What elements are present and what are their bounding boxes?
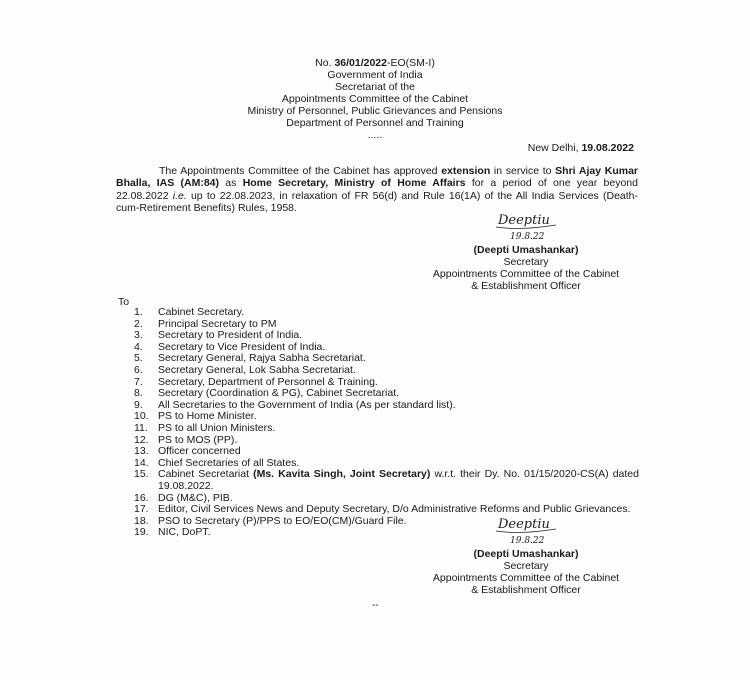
list-item: 18. PSO to Secretary (P)/PPS to EO/EO(CM)/Guard File.: [134, 514, 407, 527]
letter-header: [0, 57, 750, 141]
list-item: 9. All Secretaries to the Government of India (As per standard list).: [134, 398, 456, 411]
handwritten-signature: [466, 208, 586, 244]
handwritten-signature: [466, 512, 586, 548]
signatory-name: (Deepti Umashankar): [473, 244, 579, 256]
signatory-title: Secretary: [503, 560, 549, 572]
list-item: 19. NIC, DoPT.: [134, 526, 211, 539]
header-dots: .....: [367, 129, 383, 141]
svg-text:Deeptiu: Deeptiu: [498, 213, 550, 228]
signature-block-2: [410, 512, 642, 596]
list-item: 3. Secretary to President of India.: [134, 329, 303, 342]
list-item: 17. Editor, Civil Services News and Deputy Secretary, D/o Administrative Reforms and Public Grievances.: [134, 503, 631, 516]
footer-mark: --: [372, 600, 379, 611]
list-item: 16. DG (M&C), PIB.: [134, 491, 233, 504]
header-line: Government of India: [327, 69, 423, 81]
signatory-org: Appointments Committee of the Cabinet: [432, 572, 620, 584]
svg-text:19.8.22: 19.8.22: [510, 536, 545, 546]
signatory-role: & Establishment Officer: [471, 280, 581, 292]
file-number: No. 36/01/2022-EO(SM-I): [315, 57, 435, 69]
list-item: 2. Principal Secretary to PM: [134, 317, 277, 330]
header-line: Appointments Committee of the Cabinet: [281, 93, 469, 105]
list-item: 13. Officer concerned: [134, 445, 241, 458]
signatory-title: Secretary: [503, 256, 549, 268]
header-line: Ministry of Personnel, Public Grievances and Pensions: [247, 105, 503, 117]
signatory-role: & Establishment Officer: [471, 584, 581, 596]
letter-date: New Delhi, 19.08.2022: [527, 142, 634, 154]
list-item: 7. Secretary, Department of Personnel & Training.: [134, 375, 378, 388]
signatory-name: (Deepti Umashankar): [473, 548, 579, 560]
list-item: 11. PS to all Union Ministers.: [134, 421, 276, 434]
list-item: 12. PS to MOS (PP).: [134, 433, 238, 446]
list-item: 14. Chief Secretaries of all States.: [134, 456, 300, 469]
svg-text:Deeptiu: Deeptiu: [498, 517, 550, 532]
signatory-org: Appointments Committee of the Cabinet: [432, 268, 620, 280]
list-item: 8. Secretary (Coordination & PG), Cabinet Secretariat.: [134, 387, 400, 400]
header-line: Department of Personnel and Training: [286, 117, 464, 129]
list-item: 4. Secretary to Vice President of India.: [134, 340, 326, 353]
list-item: 15. Cabinet Secretariat (Ms. Kavita Singh, Joint Secretary) w.r.t. their Dy. No. 01/15/2020-CS(A) dated 19.08.2022.: [134, 468, 639, 492]
list-item: 10. PS to Home Minister.: [134, 410, 257, 423]
list-item: 1. Cabinet Secretary.: [134, 306, 245, 318]
svg-text:19.8.22: 19.8.22: [510, 232, 545, 242]
signature-block: [410, 208, 642, 292]
order-paragraph: The Appointments Committee of the Cabinet has approved extension in service to Shri Ajay Kumar Bhalla, IAS (AM:84) as Home Secretary, Ministry of Home Affairs for a period of one year beyond 22.08.2022 i.e. up to 22.08.2023, in relaxation of FR 56(d) and Rule 16(1A) of the All India Services (Death-cum-Retirement Benefits) Rules, 1958.: [116, 165, 639, 214]
list-item: 5. Secretary General, Rajya Sabha Secretariat.: [134, 352, 366, 365]
header-line: Secretariat of the: [335, 81, 415, 93]
recipient-list: [134, 307, 639, 539]
to-label: To: [118, 296, 130, 308]
list-item: 6. Secretary General, Lok Sabha Secretariat.: [134, 363, 356, 376]
